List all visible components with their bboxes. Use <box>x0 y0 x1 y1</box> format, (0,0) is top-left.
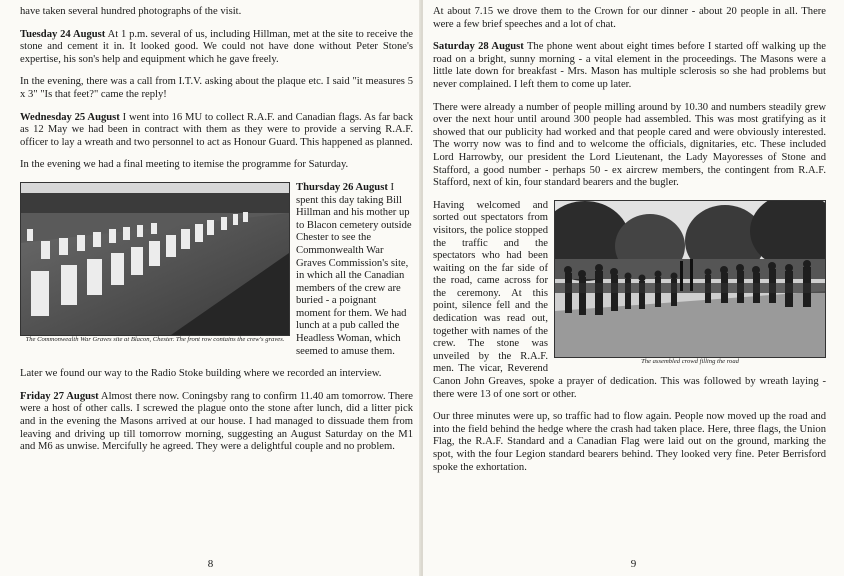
figure-caption: The assembled crowd filling the road <box>641 357 739 365</box>
paragraph-ceremony: Having welcomed and sorted out spectators from visitors, the police stopped the traffic and the spectators who had been waiting on the far side of the road, came across for the ceremony. At this point, silence fell and the dedication was read out, together with names of the crew. The stone was unveiled by the R.A.F. men. The vicar, Reverend Canon John Greaves, spoke a prayer of dedication. This was followed by wreath laying - there were 13 of one sort or other. <box>433 199 826 400</box>
figure-cemetery <box>20 182 290 344</box>
cemetery-image <box>21 183 289 335</box>
paragraph-wednesday <box>20 112 413 150</box>
paragraph-intro: have taken several hundred photographs of the visit. <box>20 6 242 17</box>
paragraph-friday <box>20 391 413 454</box>
paragraph-tuesday <box>20 29 413 67</box>
paragraph-crowd: There were already a number of people milling around by 10.30 and numbers steadily grew over the next hour until around 300 people had assembled. This was most gratifying as it showed that our publicity had worked and that people cared and were obviously interested. The worry now was to find and to welcome the officials, dignitaries, etc. These included Lord Harrowby, our president the Lord Lieutenant, the Lady Mayoresses of Stone and Stafford, a good number - perhaps 50 - ex aircrew members, the contingent from R.A.F. Stafford, next of kin, four standard bearers and the bugler. <box>433 101 826 189</box>
date-heading: Friday 27 August <box>20 390 99 402</box>
paragraph-text: I went into 16 MU to collect R.A.F. and Canadian flags. As far back as 12 May we had been in contract with them as they were to provide a serving R.A.F. officer to lay a wreath and two personnel to act as Honour Guard. This happened as planned. <box>20 111 413 148</box>
left-page <box>0 0 421 576</box>
paragraph-dinner: At about 7.15 we drove them to the Crown for our dinner - about 20 people in all. There were a few brief speeches and a lot of chat. <box>433 6 826 30</box>
paragraph-evening-meeting: In the evening we had a final meeting to itemise the programme for Saturday. <box>20 159 349 171</box>
paragraph-text: Almost there now. Coningsby rang to confirm 11.40 am tomorrow. There were a host of other calls. I screwed the plague onto the stone after lunch, did a litter pick and in the evening the Masons arrived at our house. I had managed to dissuade them from leaving and driving up till tomorrow morning, suggesting an August Saturday on the M1 and M6 as unwise. Mercifully he agreed. They were a delightful couple and no problem. <box>20 390 413 453</box>
crowd-photo <box>554 200 826 358</box>
paragraph-text: The phone went about eight times before I started off walking up the road on a bright, sunny morning - a vital element in the proceedings. The Masons were a little late down for breakfast - Mrs. Mason has multiple sclerosis so she had problems but never complained. I left them to come up later. <box>433 41 827 90</box>
paragraph-itv: In the evening, there was a call from I.T.V. asking about the plaque etc. I said "it measures 5 x 3" "Is that feet?" came the reply! <box>20 76 413 100</box>
figure-caption: The Commonwealth War Graves site at Blacon, Chester. The front row contains the crew's graves. <box>25 335 285 343</box>
paragraph-saturday <box>433 41 826 91</box>
paragraph-text: I spent this day taking Bill Hillman and his mother up to Blacon cemetery outside Chester to see the Commonwealth War Graves Commission's site, in which all the Canadian members of the crew are buried - a poignant moment for them. We had lunch at a pub called the Headless Woman, which seemed to amuse them. <box>296 181 412 357</box>
date-heading: Tuesday 24 August <box>20 28 106 40</box>
crowd-image <box>555 201 825 357</box>
date-heading: Saturday 28 August <box>433 41 524 53</box>
date-heading: Thursday 26 August <box>296 181 388 193</box>
paragraph-radio-stoke: Later we found our way to the Radio Stoke building where we recorded an interview. <box>20 368 382 380</box>
paragraph-text: At 1 p.m. several of us, including Hillman, met at the site to receive the stone and cement it in. It looked good. We could not have done without Peter Stone's expertise, his son's help and equipment which he gave freely. <box>20 28 413 65</box>
cemetery-photo <box>20 182 290 336</box>
figure-crowd <box>554 200 826 366</box>
paragraph-field: Our three minutes were up, so traffic had to flow again. People now moved up the road and into the field behind the hedge where the crash had taken place. Here, three flags, the Union Flag, the R.A.F. Standard and a Canadian Flag were laid out on the ground, marking the spot, with the four Legion standard bearers behind. They looked very fine. Peter Berrisford spoke the exhortation. <box>433 411 826 473</box>
right-page <box>423 0 844 576</box>
page-number: 8 <box>207 558 214 570</box>
date-heading: Wednesday 25 August <box>20 111 120 123</box>
thursday-section <box>20 182 413 368</box>
page-number: 9 <box>630 558 637 570</box>
ceremony-section <box>433 200 826 412</box>
